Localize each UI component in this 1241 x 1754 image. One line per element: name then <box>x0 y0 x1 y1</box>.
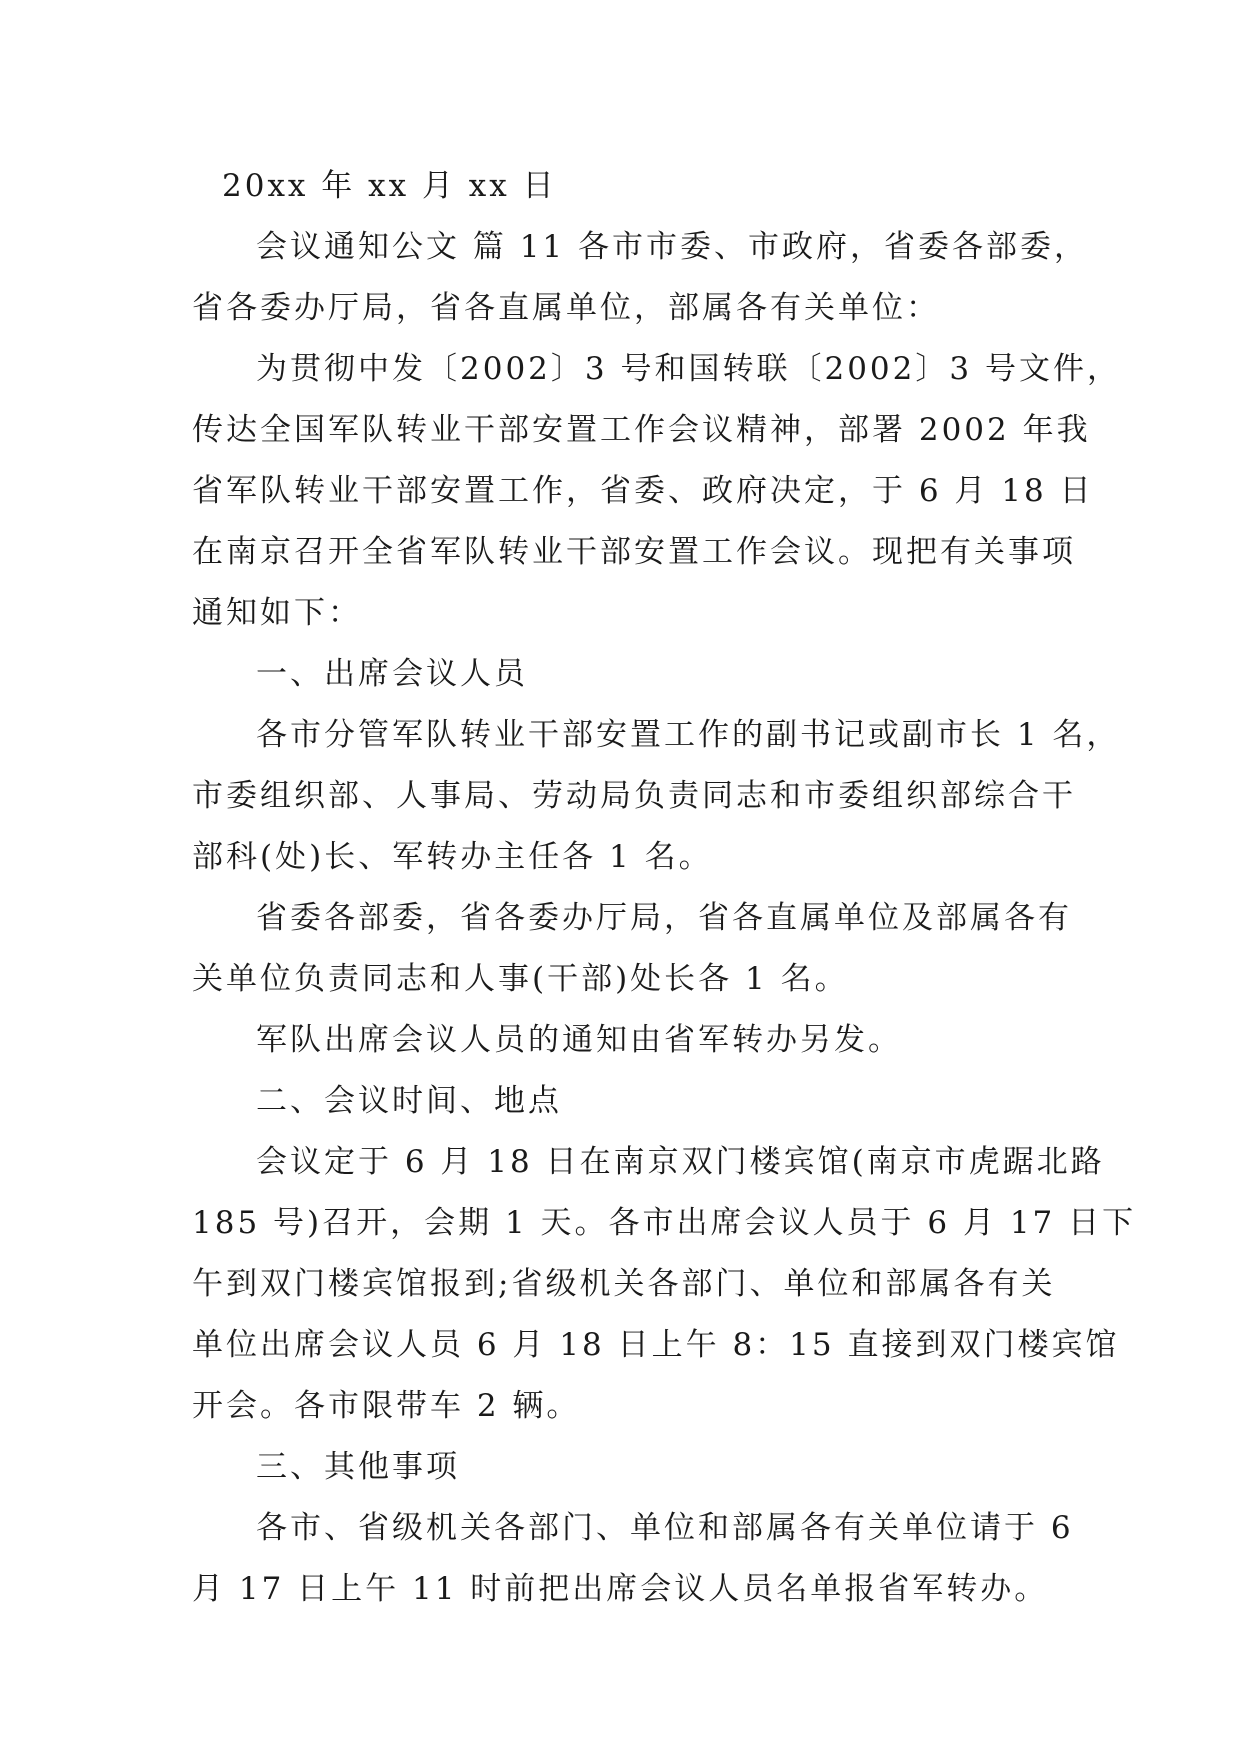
text-line: 关单位负责同志和人事(干部)处长各 1 名。 <box>192 961 849 997</box>
text-line: 月 17 日上午 11 时前把出席会议人员名单报省军转办。 <box>192 1571 1049 1607</box>
paragraph-military-attendees <box>192 1010 1072 1071</box>
text-line: 市委组织部、人事局、劳动局负责同志和市委组织部综合干 <box>192 778 1076 814</box>
text-line: 省委各部委，省各委办厅局，省各直属单位及部属各有 <box>256 900 1072 936</box>
text-line: 单位出席会议人员 6 月 18 日上午 8：15 直接到双门楼宾馆 <box>192 1327 1120 1363</box>
text-line: 为贯彻中发〔2002〕3 号和国转联〔2002〕3 号文件， <box>256 351 1121 387</box>
text-line: 午到双门楼宾馆报到;省级机关各部门、单位和部属各有关 <box>192 1266 1056 1302</box>
section-heading: 一、出席会议人员 <box>256 656 528 692</box>
text-line: 185 号)召开，会期 1 天。各市出席会议人员于 6 月 17 日下 <box>192 1205 1137 1241</box>
document-body <box>192 156 1137 1620</box>
text-line: 在南京召开全省军队转业干部安置工作会议。现把有关事项 <box>192 534 1076 570</box>
section-heading-other <box>192 1437 1072 1498</box>
section-heading: 二、会议时间、地点 <box>256 1083 562 1119</box>
paragraph-city-attendees <box>192 705 1121 888</box>
paragraph-province-attendees <box>192 888 1072 1010</box>
text-line: 传达全国军队转业干部安置工作会议精神，部署 2002 年我 <box>192 412 1091 448</box>
text-line: 部科(处)长、军转办主任各 1 名。 <box>192 839 713 875</box>
text-line: 通知如下： <box>192 595 362 631</box>
text-line: 各市分管军队转业干部安置工作的副书记或副市长 1 名， <box>256 717 1121 753</box>
text-line: 会议通知公文 篇 11 各市市委、市政府，省委各部委， <box>256 229 1089 265</box>
section-heading-attendees <box>192 644 1072 705</box>
text-line: 省军队转业干部安置工作，省委、政府决定，于 6 月 18 日 <box>192 473 1094 509</box>
text-line: 各市、省级机关各部门、单位和部属各有关单位请于 6 <box>256 1510 1074 1546</box>
text-line: 军队出席会议人员的通知由省军转办另发。 <box>256 1022 902 1058</box>
paragraph-other <box>192 1498 1072 1620</box>
text-line: 开会。各市限带车 2 辆。 <box>192 1388 581 1424</box>
paragraph-opening <box>192 217 1089 339</box>
section-heading-time-place <box>192 1071 1072 1132</box>
date-line: 20xx 年 xx 月 xx 日 <box>222 168 557 204</box>
paragraph-purpose <box>192 339 1121 644</box>
text-line: 会议定于 6 月 18 日在南京双门楼宾馆(南京市虎踞北路 <box>256 1144 1105 1180</box>
paragraph-time-place <box>192 1132 1137 1437</box>
section-heading: 三、其他事项 <box>256 1449 460 1485</box>
text-line: 省各委办厅局，省各直属单位，部属各有关单位： <box>192 290 940 326</box>
